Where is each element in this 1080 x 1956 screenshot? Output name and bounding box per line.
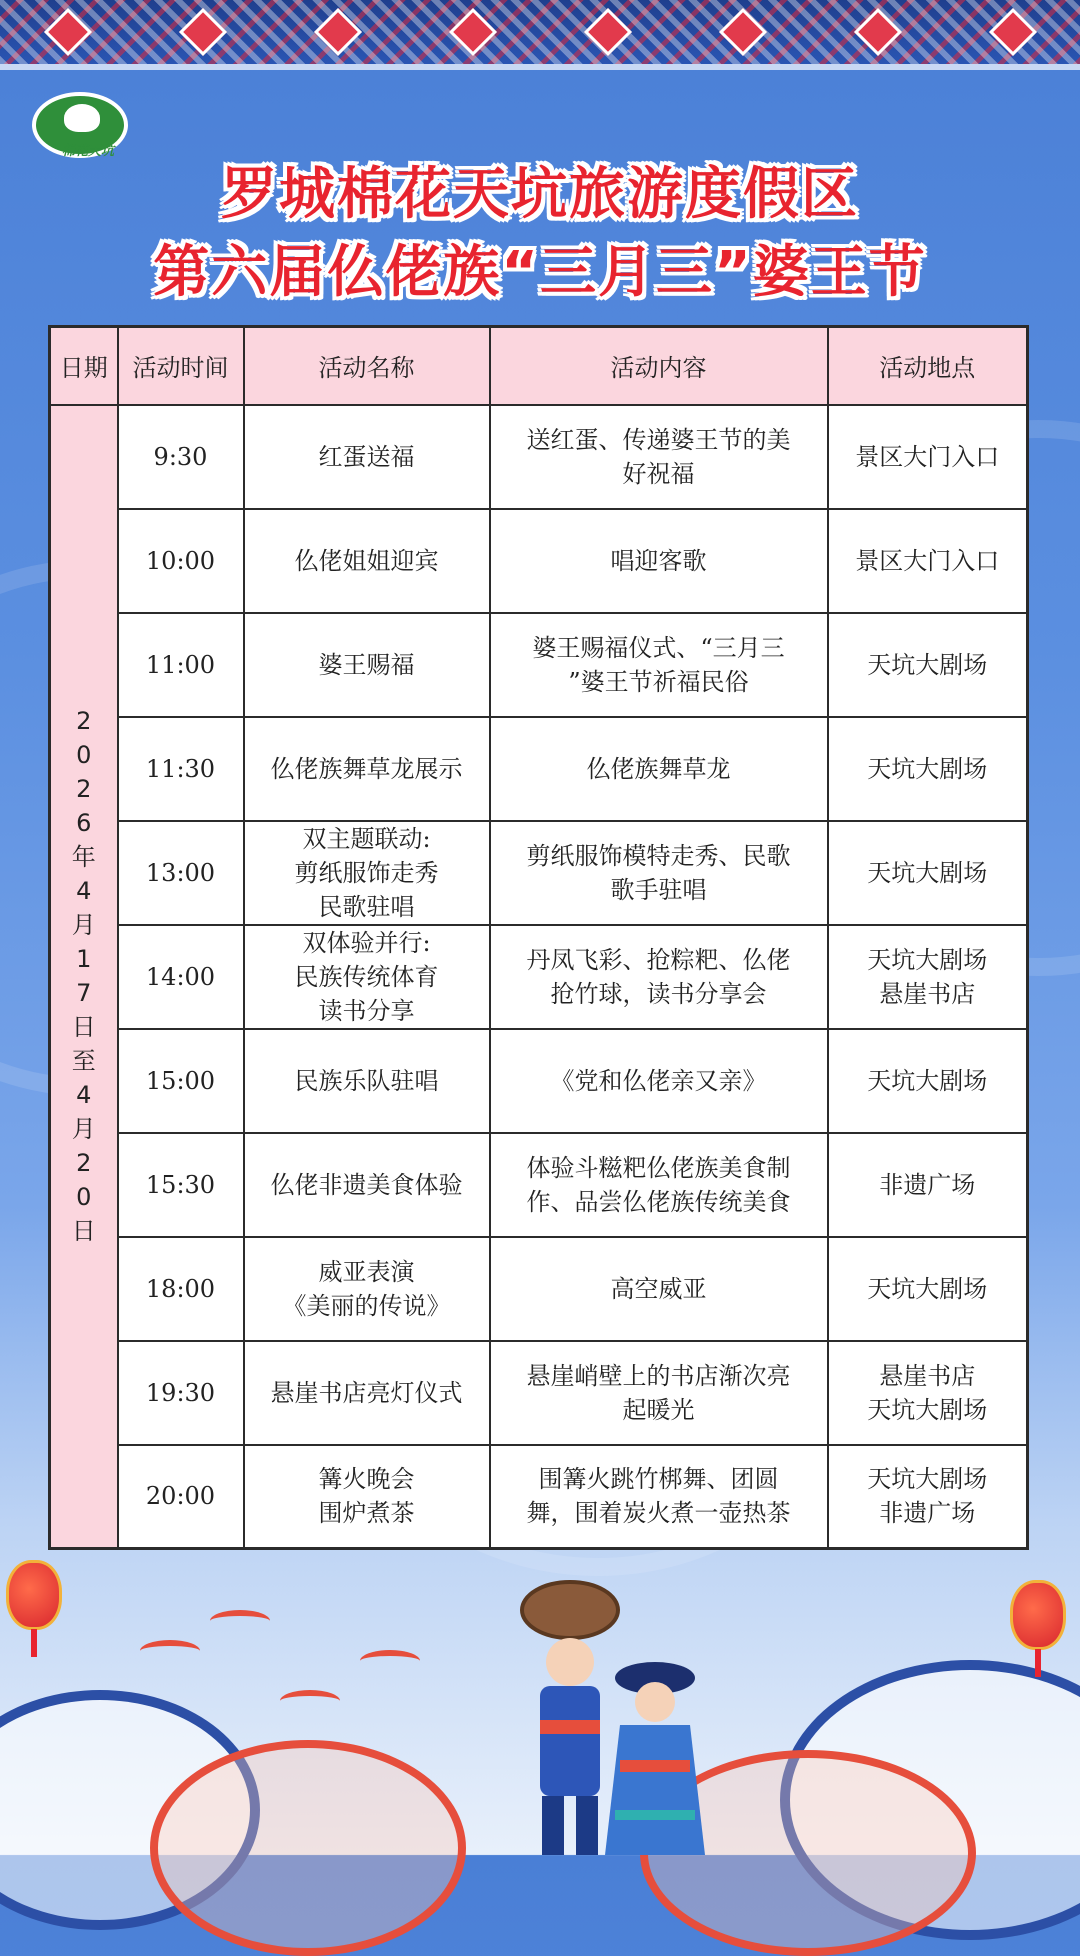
page-title-line1: 罗城棉花天坑旅游度假区	[221, 162, 859, 227]
table-header-cell: 活动地点	[828, 327, 1028, 405]
date-char: 2	[76, 1149, 92, 1178]
activity-time-cell: 9:30	[118, 405, 244, 509]
date-char: 年	[71, 843, 96, 872]
activity-place-line: 非遗广场	[879, 1170, 976, 1199]
date-cell	[50, 405, 118, 1549]
pattern-diamond	[583, 8, 631, 56]
pattern-diamond	[718, 8, 766, 56]
pattern-diamond	[313, 8, 361, 56]
table-row	[50, 821, 1028, 925]
activity-name-line: 读书分享	[318, 996, 415, 1025]
activity-place-line: 悬崖书店	[879, 979, 976, 1008]
activity-time-cell: 15:30	[118, 1133, 244, 1237]
activity-time-cell: 19:30	[118, 1341, 244, 1445]
table-header-cell: 活动名称	[244, 327, 490, 405]
activity-name-line: 红蛋送福	[318, 442, 415, 471]
table-header-cell: 活动内容	[490, 327, 828, 405]
activity-content-line: 送红蛋、传递婆王节的美	[526, 425, 791, 454]
activity-name-cell	[244, 821, 490, 925]
activity-place-line: 天坑大剧场	[867, 754, 988, 783]
activity-name-cell	[244, 509, 490, 613]
activity-name-line: 民族乐队驻唱	[294, 1066, 439, 1095]
activity-place-line: 天坑大剧场	[867, 1465, 988, 1494]
activity-name-line: 《美丽的传说》	[282, 1291, 451, 1320]
activity-content-line: 作、品尝仫佬族传统美食	[526, 1187, 791, 1216]
activity-name-line: 悬崖书店亮灯仪式	[270, 1378, 463, 1407]
activity-name-line: 威亚表演	[318, 1257, 415, 1286]
activity-place-line: 天坑大剧场	[867, 1395, 988, 1424]
table-row	[50, 717, 1028, 821]
date-char: 2	[76, 775, 92, 804]
activity-content-line: 高空威亚	[610, 1274, 707, 1303]
activity-time-cell: 15:00	[118, 1029, 244, 1133]
activity-place-cell	[828, 1341, 1028, 1445]
activity-place-line: 天坑大剧场	[867, 1274, 988, 1303]
activity-place-cell	[828, 717, 1028, 821]
activity-name-line: 民歌驻唱	[318, 892, 415, 921]
activity-name-cell	[244, 1445, 490, 1549]
cotton-cloud-icon	[64, 104, 100, 132]
date-char: 日	[71, 1013, 96, 1042]
activity-place-cell	[828, 1237, 1028, 1341]
activity-content-line: 《党和仫佬亲又亲》	[550, 1066, 767, 1095]
table-row	[50, 509, 1028, 613]
table-row	[50, 925, 1028, 1029]
right-lantern	[1010, 1580, 1066, 1650]
table-row	[50, 613, 1028, 717]
activity-place-cell	[828, 509, 1028, 613]
table-header-row	[50, 327, 1028, 405]
table-row	[50, 1133, 1028, 1237]
activity-place-line: 天坑大剧场	[867, 858, 988, 887]
activity-name-cell	[244, 405, 490, 509]
activity-content-cell	[490, 1445, 828, 1549]
activity-content-cell	[490, 509, 828, 613]
activity-content-cell	[490, 1133, 828, 1237]
activity-time-cell: 11:00	[118, 613, 244, 717]
activity-name-cell	[244, 717, 490, 821]
date-char: 月	[71, 911, 96, 940]
activity-content-line: 好祝福	[622, 459, 695, 488]
date-char: 7	[76, 979, 92, 1008]
activity-name-cell	[244, 1029, 490, 1133]
activity-time-cell: 20:00	[118, 1445, 244, 1549]
activity-place-line: 非遗广场	[879, 1499, 976, 1528]
activity-content-line: 抢竹球，读书分享会	[550, 979, 767, 1008]
activity-content-cell	[490, 925, 828, 1029]
activity-name-cell	[244, 1237, 490, 1341]
date-char: 4	[76, 877, 92, 906]
pattern-diamond	[448, 8, 496, 56]
pattern-diamond	[988, 8, 1036, 56]
festival-illustration	[0, 1550, 1080, 1855]
activity-time-cell: 18:00	[118, 1237, 244, 1341]
activity-name-line: 剪纸服饰走秀	[294, 858, 439, 887]
page-title-line2: 第六届仫佬族“三月三”婆王节	[153, 240, 927, 305]
activity-name-line: 民族传统体育	[294, 962, 439, 991]
activity-time-cell: 14:00	[118, 925, 244, 1029]
activity-content-line: 剪纸服饰模特走秀、民歌	[526, 841, 791, 870]
dancers-illustration	[480, 1570, 740, 1855]
date-char: 4	[76, 1081, 92, 1110]
date-char: 0	[76, 741, 92, 770]
activity-place-cell	[828, 1029, 1028, 1133]
activity-place-line: 景区大门入口	[855, 442, 1000, 471]
pattern-diamond	[853, 8, 901, 56]
activity-name-line: 双主题联动:	[302, 824, 431, 853]
table-row	[50, 1445, 1028, 1549]
schedule-table	[48, 325, 1029, 1550]
logo-text: 棉花天坑	[62, 144, 115, 159]
date-char: 日	[71, 1217, 96, 1246]
table-row	[50, 1341, 1028, 1445]
activity-content-cell	[490, 1237, 828, 1341]
activity-name-cell	[244, 1133, 490, 1237]
table-header-cell: 活动时间	[118, 327, 244, 405]
activity-time-cell: 11:30	[118, 717, 244, 821]
pattern-diamond	[43, 8, 91, 56]
pattern-diamond	[178, 8, 226, 56]
activity-content-line: 起暖光	[622, 1395, 695, 1424]
activity-content-cell	[490, 405, 828, 509]
activity-time-cell: 13:00	[118, 821, 244, 925]
activity-place-line: 天坑大剧场	[867, 1066, 988, 1095]
activity-place-line: 悬崖书店	[879, 1361, 976, 1390]
activity-name-line: 双体验并行:	[302, 928, 431, 957]
table-row	[50, 405, 1028, 509]
crane-bird	[140, 1640, 200, 1662]
activity-content-line: 体验斗糍粑仫佬族美食制	[526, 1153, 791, 1182]
date-char: 月	[71, 1115, 96, 1144]
activity-name-line: 围炉煮茶	[318, 1499, 415, 1528]
activity-content-cell	[490, 821, 828, 925]
activity-name-line: 婆王赐福	[318, 650, 415, 679]
red-wave-swirl	[150, 1740, 466, 1956]
date-char: 1	[76, 945, 92, 974]
activity-content-line: 舞，围着炭火煮一壶热茶	[526, 1499, 791, 1528]
left-lantern	[6, 1560, 62, 1630]
activity-content-line: 婆王赐福仪式、“三月三	[532, 633, 785, 662]
activity-place-cell	[828, 1133, 1028, 1237]
table-header-cell: 日期	[50, 327, 118, 405]
activity-content-line: 悬崖峭壁上的书店渐次亮	[526, 1361, 791, 1390]
activity-place-line: 天坑大剧场	[867, 650, 988, 679]
date-char: 6	[76, 809, 92, 838]
activity-place-line: 景区大门入口	[855, 546, 1000, 575]
activity-content-line: 围篝火跳竹梆舞、团圆	[538, 1465, 779, 1494]
activity-name-line: 仫佬族舞草龙展示	[270, 754, 463, 783]
table-row	[50, 1237, 1028, 1341]
activity-place-cell	[828, 821, 1028, 925]
activity-content-cell	[490, 1341, 828, 1445]
activity-content-cell	[490, 717, 828, 821]
activity-content-line: ”婆王节祈福民俗	[568, 667, 749, 696]
crane-bird	[360, 1650, 420, 1672]
date-char: 2	[76, 707, 92, 736]
activity-name-cell	[244, 613, 490, 717]
activity-content-line: 唱迎客歌	[610, 546, 707, 575]
date-char: 至	[71, 1047, 96, 1076]
crane-bird	[280, 1690, 340, 1712]
activity-place-line: 天坑大剧场	[867, 945, 988, 974]
activity-content-line: 仫佬族舞草龙	[586, 754, 731, 783]
date-char: 0	[76, 1183, 92, 1212]
activity-place-cell	[828, 1445, 1028, 1549]
activity-content-cell	[490, 613, 828, 717]
activity-name-cell	[244, 1341, 490, 1445]
activity-content-cell	[490, 1029, 828, 1133]
activity-content-line: 歌手驻唱	[610, 875, 707, 904]
activity-name-line: 篝火晚会	[318, 1465, 415, 1494]
activity-place-cell	[828, 925, 1028, 1029]
activity-name-line: 仫佬姐姐迎宾	[294, 546, 439, 575]
activity-content-line: 丹凤飞彩、抢粽粑、仫佬	[526, 945, 791, 974]
activity-name-cell	[244, 925, 490, 1029]
activity-place-cell	[828, 613, 1028, 717]
activity-place-cell	[828, 405, 1028, 509]
table-row	[50, 1029, 1028, 1133]
crane-bird	[210, 1610, 270, 1632]
activity-name-line: 仫佬非遗美食体验	[270, 1170, 463, 1199]
ethnic-pattern-band	[0, 0, 1080, 70]
activity-time-cell: 10:00	[118, 509, 244, 613]
